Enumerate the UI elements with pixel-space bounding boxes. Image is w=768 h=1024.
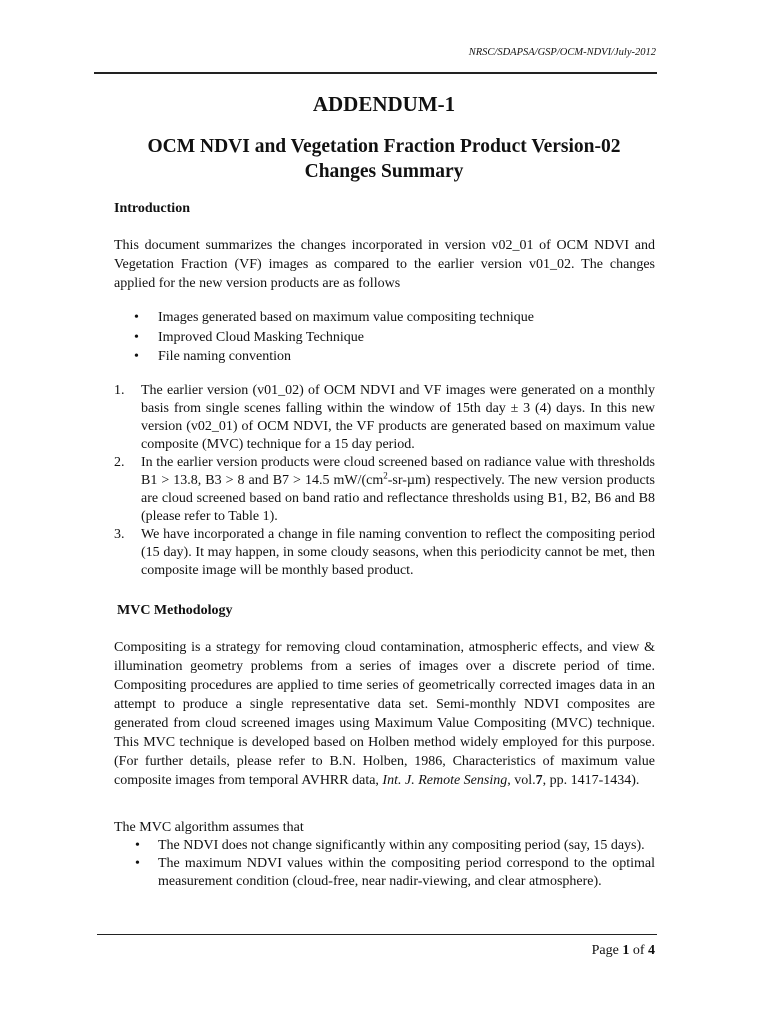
- list-item: • File naming convention: [114, 347, 655, 367]
- list-item: • The maximum NDVI values within the compositing period correspond to the optimal measurement condition (cloud-free, near nadir-viewing, and clear atmosphere).: [135, 856, 655, 889]
- bullet-icon: •: [135, 838, 140, 853]
- bullet-icon: •: [134, 349, 139, 364]
- list-item: 2. In the earlier version products were cloud screened based on radiance value with thresholds B1 > 13.8, B3 > 8 and B7 > 14.5 $mW/(cm^2-sr-\mu m)$ respectively. The new version products are cloud screened based on band ratio and reflectance thresholds using B1, B2, B6 and B8 (please refer to Table 1).: [114, 455, 655, 524]
- mvc-algorithm-intro: The MVC algorithm assumes that: [114, 820, 304, 835]
- list-item: 1. The earlier version (v01_02) of OCM NDVI and VF images were generated on a monthly basis from single scenes falling within the window of 15th day ± 3 (4) days. In this new version (v02_01) of OCM NDVI, the VF products are generated based on maximum value composite (MVC) technique for a 15 day period.: [114, 383, 655, 452]
- mvc-paragraph: Compositing is a strategy for removing cloud contamination, atmospheric effects, and view & illumination geometry problems from a series of images over a discrete period of time. Compositing procedures are applied to time series of geometrically corrected images data in an attempt to produce a single representative data set. Semi-monthly NDVI composites are generated from cloud screened images using Maximum Value Compositing (MVC) technique. This MVC technique is developed based on Holben method widely employed for this purpose. (For further details, please refer to B.N. Holben, 1986, Characteristics of maximum value composite images from temporal AVHRR data, Int. J. Remote Sensing, vol.7, pp. 1417-1434).: [114, 640, 655, 788]
- addendum-heading: ADDENDUM-1: [312, 92, 456, 116]
- list-item: • The NDVI does not change significantly within any compositing period (say, 15 days).: [135, 838, 645, 853]
- footer-divider: [97, 934, 657, 935]
- item-number: 1.: [114, 383, 125, 398]
- title-line-1: OCM NDVI and Vegetation Fraction Product Version-02: [147, 136, 621, 157]
- list-item: 3. We have incorporated a change in file naming convention to reflect the compositing period (15 day). It may happen, in some cloudy seasons, when this periodicity cannot be met, then composite image will be monthly based product.: [114, 527, 655, 578]
- title-line-2: Changes Summary: [304, 161, 464, 182]
- changes-numbered-list: [114, 382, 655, 580]
- list-item: • Improved Cloud Masking Technique: [114, 328, 655, 348]
- introduction-paragraph: This document summarizes the changes incorporated in version v02_01 of OCM NDVI and Vegetation Fraction (VF) images as compared to the earlier version v01_02. The changes applied for the new version products are as follows: [114, 238, 655, 291]
- changes-bullet-list: [114, 308, 655, 367]
- document-title: [114, 134, 654, 184]
- page-number: Page 1 of 4: [591, 943, 655, 958]
- document-reference: NRSC/SDAPSA/GSP/OCM-NDVI/July-2012: [468, 47, 656, 58]
- item-number: 3.: [114, 527, 125, 542]
- bullet-icon: •: [135, 856, 140, 871]
- mvc-assumptions-list: [114, 837, 655, 891]
- mvc-methodology-heading: MVC Methodology: [117, 603, 233, 618]
- introduction-heading: Introduction: [114, 201, 190, 216]
- item-number: 2.: [114, 455, 125, 470]
- bullet-icon: •: [134, 329, 139, 345]
- list-item: • Images generated based on maximum value compositing technique: [114, 308, 655, 328]
- journal-name: Int. J. Remote Sensing: [382, 773, 508, 788]
- bullet-icon: •: [134, 310, 139, 325]
- journal-volume: 7: [535, 773, 543, 788]
- header-divider: [94, 72, 657, 74]
